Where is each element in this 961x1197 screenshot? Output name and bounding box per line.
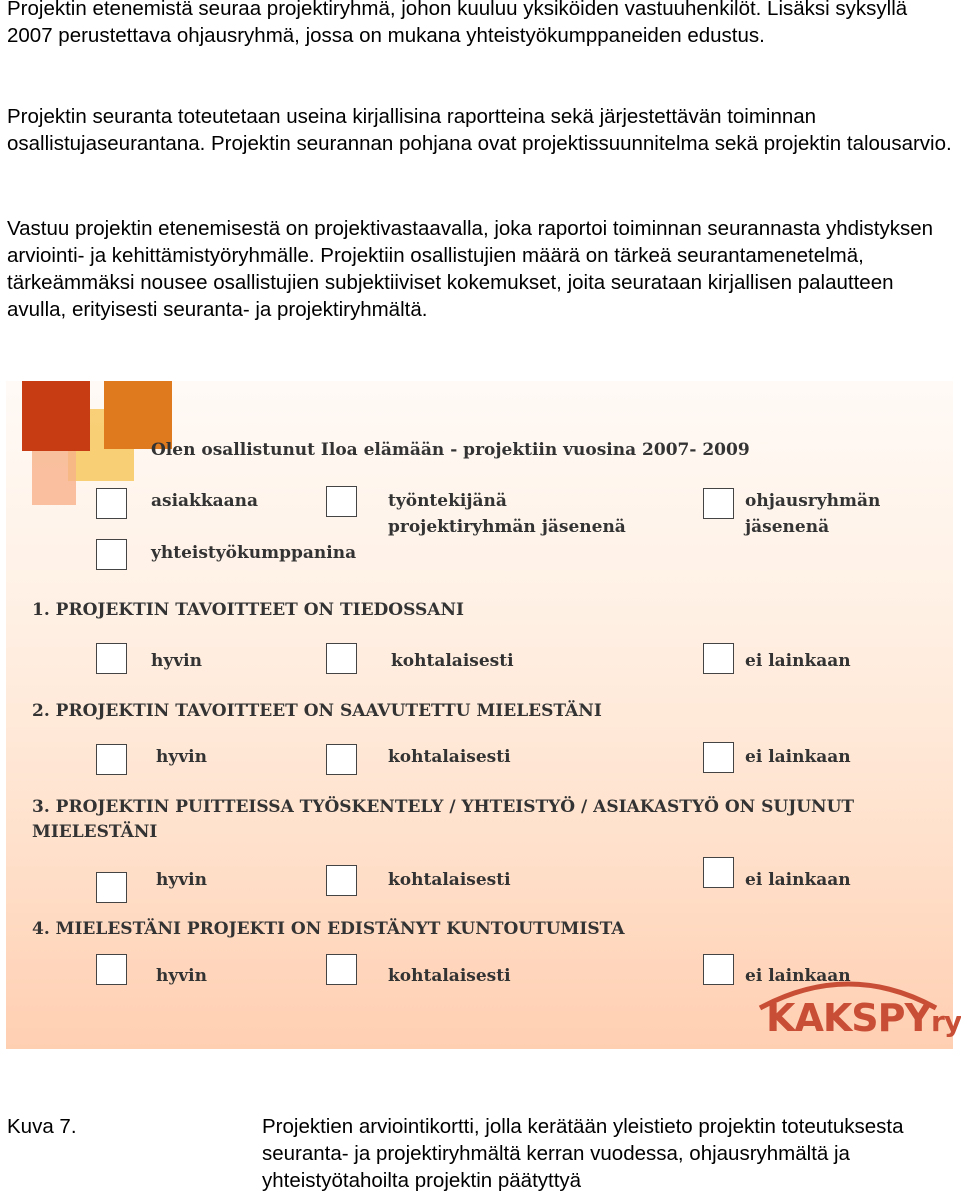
q2-label-kohtalaisesti: kohtalaisesti: [388, 747, 511, 767]
checkbox-asiakkaana[interactable]: [96, 488, 127, 519]
q3-checkbox-ei-lainkaan[interactable]: [703, 857, 734, 888]
q1-checkbox-hyvin[interactable]: [96, 643, 127, 674]
decor-square-red: [22, 381, 90, 451]
q2-checkbox-hyvin[interactable]: [96, 744, 127, 775]
label-jasenena: jäsenenä: [745, 517, 830, 537]
label-yhteistyokumppanina: yhteistyökumppanina: [151, 543, 357, 563]
q1-label-hyvin: hyvin: [151, 651, 202, 671]
q3-checkbox-kohtalaisesti[interactable]: [326, 865, 357, 896]
question-2: 2. PROJEKTIN TAVOITTEET ON SAAVUTETTU MIELESTÄNI: [32, 701, 602, 721]
evaluation-card-image: [6, 381, 961, 1049]
q1-label-ei-lainkaan: ei lainkaan: [745, 651, 851, 671]
q1-checkbox-ei-lainkaan[interactable]: [703, 643, 734, 674]
q4-checkbox-kohtalaisesti[interactable]: [326, 954, 357, 985]
label-asiakkaana: asiakkaana: [151, 491, 259, 511]
q3-label-hyvin: hyvin: [156, 870, 207, 890]
q2-checkbox-ei-lainkaan[interactable]: [703, 742, 734, 773]
question-3-line-2: MIELESTÄNI: [32, 822, 158, 842]
checkbox-ohjausryhman-jasenena[interactable]: [703, 488, 734, 519]
card-title: Olen osallistunut Iloa elämään - projektiin vuosina 2007- 2009: [151, 440, 750, 460]
q4-label-ei-lainkaan: ei lainkaan: [745, 966, 851, 986]
q3-label-ei-lainkaan: ei lainkaan: [745, 870, 851, 890]
intro-paragraph-1: Projektin etenemistä seuraa projektiryhmä, johon kuuluu yksiköiden vastuuhenkilöt. Lisäksi syksyllä 2007 perustettava ohjausryhmä, jossa on mukana yhteistyökumppaneiden edustus.: [7, 0, 908, 47]
checkbox-tyontekijana[interactable]: [326, 486, 357, 517]
kakspy-logo: [754, 968, 961, 1048]
logo-suffix-text: ry: [931, 1005, 961, 1038]
question-4: 4. MIELESTÄNI PROJEKTI ON EDISTÄNYT KUNTOUTUMISTA: [32, 919, 625, 939]
logo-main-text: KAKSPY: [766, 996, 932, 1040]
q4-checkbox-ei-lainkaan[interactable]: [703, 954, 734, 985]
q4-label-hyvin: hyvin: [156, 966, 207, 986]
q4-checkbox-hyvin[interactable]: [96, 954, 127, 985]
figure-caption-label: Kuva 7.: [7, 1115, 77, 1138]
intro-paragraph-3: Vastuu projektin etenemisestä on projektivastaavalla, joka raportoi toiminnan seurannasta yhdistyksen arviointi- ja kehittämistyöryhmälle. Projektiin osallistujien määrä on tärkeä seurantamenetelmä, tärkeämmäksi nousee osallistujien subjektiiviset kokemukset, joita seurataan kirjallisen palautteen avulla, erityisesti seuranta- ja projektiryhmältä.: [7, 217, 934, 321]
decor-square-peach: [32, 451, 76, 505]
q4-label-kohtalaisesti: kohtalaisesti: [388, 966, 511, 986]
question-3-line-1: 3. PROJEKTIN PUITTEISSA TYÖSKENTELY / YHTEISTYÖ / ASIAKASTYÖ ON SUJUNUT: [32, 797, 855, 817]
decor-square-orange: [104, 381, 172, 449]
q1-label-kohtalaisesti: kohtalaisesti: [391, 651, 514, 671]
q3-label-kohtalaisesti: kohtalaisesti: [388, 870, 511, 890]
q2-label-hyvin: hyvin: [156, 747, 207, 767]
checkbox-yhteistyokumppanina[interactable]: [96, 539, 127, 570]
q1-checkbox-kohtalaisesti[interactable]: [326, 643, 357, 674]
label-projektiryhman-jasenena: projektiryhmän jäsenenä: [388, 517, 626, 537]
label-ohjausryhman: ohjausryhmän: [745, 491, 881, 511]
q3-checkbox-hyvin[interactable]: [96, 872, 127, 903]
question-1: 1. PROJEKTIN TAVOITTEET ON TIEDOSSANI: [32, 600, 464, 620]
figure-caption-text: Projektien arviointikortti, jolla kerätään yleistieto projektin toteutuksesta seuranta- ja projektiryhmältä kerran vuodessa, ohjausryhmältä ja yhteistyötahoilta projektin päätyttyä: [262, 1115, 904, 1192]
q2-label-ei-lainkaan: ei lainkaan: [745, 747, 851, 767]
intro-paragraph-2: Projektin seuranta toteutetaan useina kirjallisina raportteina sekä järjestettävän toiminnan osallistujaseurantana. Projektin seurannan pohjana ovat projektissuunnitelma sekä projektin talousarvio.: [7, 105, 952, 155]
label-tyontekijana: työntekijänä: [388, 491, 507, 511]
q2-checkbox-kohtalaisesti[interactable]: [326, 744, 357, 775]
